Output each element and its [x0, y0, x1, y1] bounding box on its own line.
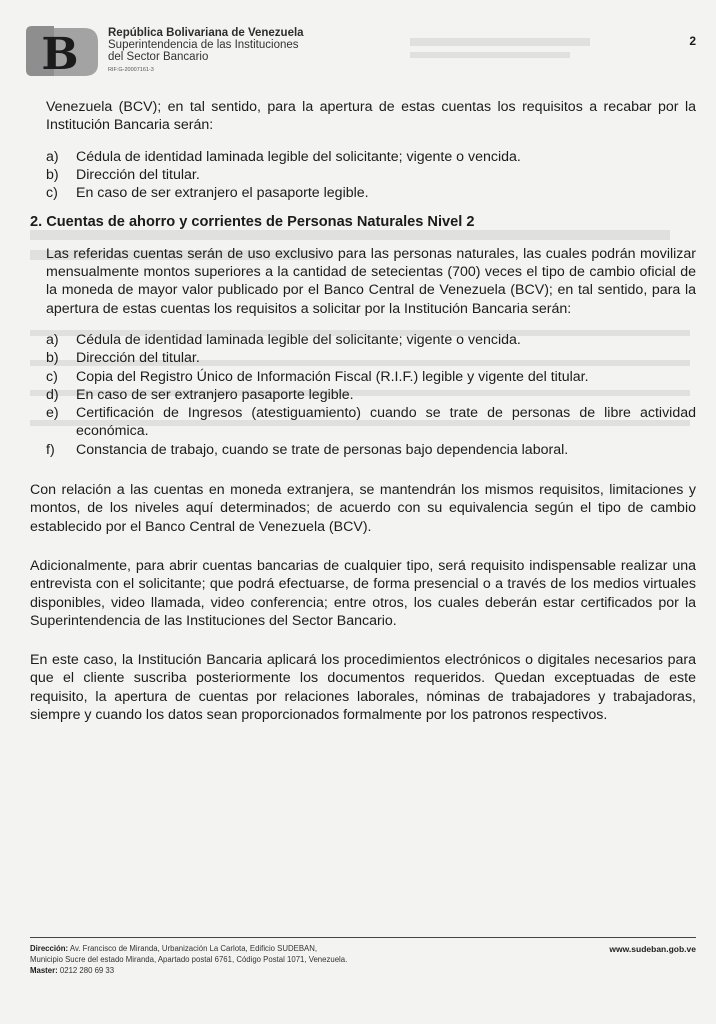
list-item — [30, 331, 696, 349]
org-line-3: del Sector Bancario — [108, 51, 209, 63]
list-item-text: Dirección del titular. — [76, 166, 200, 183]
list-item-text: Dirección del titular. — [76, 350, 200, 367]
list-marker: e) — [46, 405, 59, 422]
address-line-2: Municipio Sucre del estado Miranda, Apartado postal 6761, Código Postal 1071, Venezuela. — [30, 955, 348, 964]
footer-divider — [30, 937, 696, 938]
requirements-list-level-1 — [30, 148, 696, 203]
list-item — [30, 441, 696, 459]
intro-paragraph: Venezuela (BCV); en tal sentido, para la apertura de estas cuentas los requisitos a recabar por la Institución Bancaria serán: — [46, 99, 696, 134]
list-marker: b) — [46, 350, 59, 367]
list-item-text: Cédula de identidad laminada legible del solicitante; vigente o vencida. — [76, 148, 521, 165]
list-marker: d) — [46, 386, 59, 403]
foreign-currency-paragraph: Con relación a las cuentas en moneda extranjera, se mantendrán los mismos requisitos, limitaciones y montos, de los niveles aquí determinados; de acuerdo con su equivalencia según el tipo de cambio establecido por el Banco Central de Venezuela (BCV). — [30, 482, 696, 535]
list-item — [30, 184, 696, 202]
footer-address — [30, 943, 347, 976]
address-line-1: Av. Francisco de Miranda, Urbanización La Carlota, Edificio SUDEBAN, — [69, 944, 318, 953]
phone-label: Master: — [30, 966, 58, 975]
list-marker: b) — [46, 166, 59, 183]
logo-letter: B — [41, 29, 79, 78]
page-number: 2 — [689, 34, 696, 48]
list-item — [30, 166, 696, 184]
website-link[interactable]: www.sudeban.gob.ve — [609, 944, 696, 954]
list-marker: a) — [46, 331, 59, 348]
sudeban-logo — [24, 24, 102, 78]
list-marker: a) — [46, 148, 59, 165]
list-item-text: En caso de ser extranjero el pasaporte legible. — [76, 185, 369, 202]
list-item-text: Certificación de Ingresos (atestiguamiento) cuando se trate de personas de libre actividad económica. — [76, 405, 696, 440]
interview-paragraph: Adicionalmente, para abrir cuentas bancarias de cualquier tipo, será requisito indispensable realizar una entrevista con el solicitante; que podrá efectuarse, de forma presencial o a través de los medios virtuales disponibles, video llamada, video conferencia; entre otros, los cuales deberán estar certificados por la Superintendencia de las Instituciones del Sector Bancario. — [30, 557, 696, 629]
phone-number: 0212 280 69 33 — [59, 966, 115, 975]
list-marker: c) — [46, 368, 58, 385]
list-marker: f) — [46, 441, 55, 458]
list-item-text: Constancia de trabajo, cuando se trate de personas bajo dependencia laboral. — [76, 441, 569, 458]
list-item — [30, 349, 696, 367]
list-marker: c) — [46, 185, 58, 202]
list-item — [30, 404, 696, 441]
org-line-2: Superintendencia de las Instituciones — [108, 39, 299, 51]
list-item-text: En caso de ser extranjero pasaporte legible. — [76, 386, 354, 403]
level-2-paragraph: Las referidas cuentas serán de uso exclusivo para las personas naturales, las cuales podrán movilizar mensualmente montos superiores a la cantidad de setecientas (700) veces el tipo de cambio oficial de la moneda de mayor valor publicado por el Banco Central de Venezuela (BCV); en tal sentido, para la apertura de estas cuentas los requisitos a solicitar por la Institución Bancaria serán: — [46, 245, 696, 317]
rif-number: RIF:G-20007161-3 — [108, 67, 154, 73]
document-body — [30, 98, 696, 724]
list-item-text: Copia del Registro Único de Información Fiscal (R.I.F.) legible y vigente del titular. — [76, 368, 589, 385]
requirements-list-level-2 — [30, 331, 696, 459]
list-item — [30, 368, 696, 386]
org-line-1: República Bolivariana de Venezuela — [108, 27, 304, 39]
exceptions-paragraph: En este caso, la Institución Bancaria aplicará los procedimientos electrónicos o digitales necesarios para que el cliente suscriba posteriormente los documentos requeridos. Quedan exceptuadas de este requisito, la apertura de cuentas por relaciones laborales, nóminas de trabajadores y trabajadoras, siempre y cuando los datos sean proporcionados formalmente por los patronos respectivos. — [30, 652, 696, 724]
list-item — [30, 386, 696, 404]
section-heading-level-2: 2. Cuentas de ahorro y corrientes de Personas Naturales Nivel 2 — [30, 214, 475, 231]
list-item — [30, 148, 696, 166]
list-item-text: Cédula de identidad laminada legible del solicitante; vigente o vencida. — [76, 331, 521, 348]
address-label: Dirección: — [30, 944, 69, 953]
organization-header — [108, 27, 304, 76]
